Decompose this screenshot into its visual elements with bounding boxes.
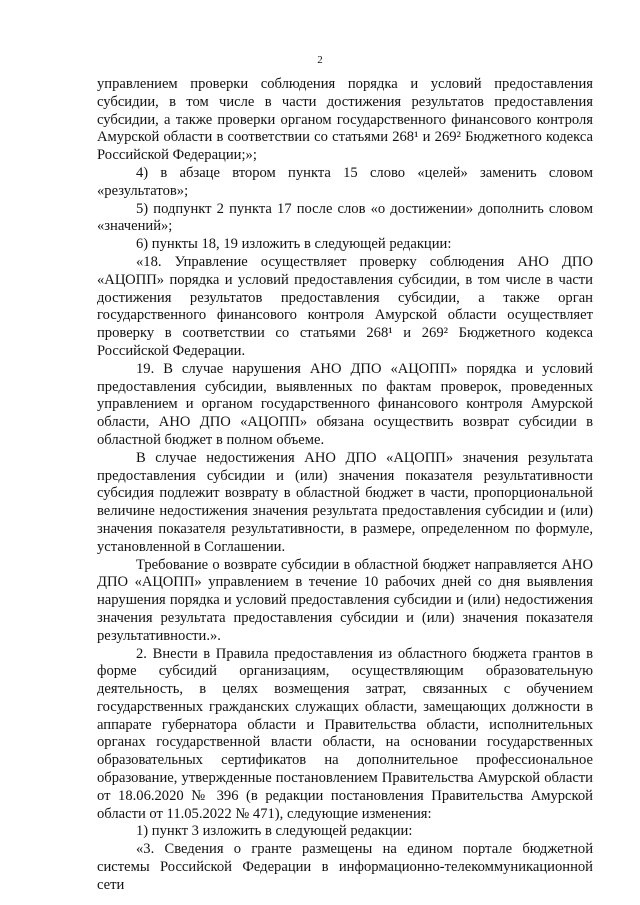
paragraph-item-5: 5) подпункт 2 пункта 17 после слов «о достижении» дополнить словом «значений»; [97, 200, 593, 235]
paragraph-subitem-1: 1) пункт 3 изложить в следующей редакции: [136, 823, 413, 840]
paragraph-point-3: «3. Сведения о гранте размещены на едином портале бюджетной системы Российской Федерации в информационно-телекоммуникационной сети [97, 841, 593, 893]
paragraph-item-6: 6) пункты 18, 19 изложить в следующей редакции: [136, 236, 452, 253]
paragraph-point-19: 19. В случае нарушения АНО ДПО «АЦОПП» порядка и условий предоставления субсидии, выявленных по фактам проверок, проведенных управлением и органом государственного финансового контроля Амурской области, АНО ДПО «АЦОПП» обязана осуществить возврат субсидии в областной бюджет в полном объеме. [97, 360, 593, 448]
paragraph-section-2: 2. Внести в Правила предоставления из областного бюджета грантов в форме субсидий организациям, осуществляющим образовательную деятельность, в целях возмещения затрат, связанных с обучением государственных гражданских служащих области, замещающих должности в аппарате губернатора области и Правительства области, исполнительных органах государственной власти области, на основании государственных образовательных сертификатов на дополнительное профессиональное образование, утвержденные постановлением Правительства Амурской области от 18.06.2020 № 396 (в редакции постановления Правительства Амурской области от 11.05.2022 № 471), следующие изменения: [97, 645, 593, 822]
paragraph-nondelivery: В случае недостижения АНО ДПО «АЦОПП» значения результата предоставления субсидии и (или) значения показателя результативности субсидия подлежит возврату в областной бюджет в части, пропорциональной величине недостижения значения результата предоставления субсидии и (или) значения показателя результативности, в размере, определенном по формуле, установленной в Соглашении. [97, 449, 593, 555]
paragraph-continuation: управлением проверки соблюдения порядка и условий предоставления субсидии, в том числе в части достижения результатов предоставления субсидии, а также проверки органом государственного финансового контроля Амурской области в соответствии со статьями 268¹ и 269² Бюджетного кодекса Российской Федерации;»; [97, 76, 593, 164]
paragraph-item-4: 4) в абзаце втором пункта 15 слово «целей» заменить словом «результатов»; [97, 164, 593, 199]
paragraph-refund-demand: Требование о возврате субсидии в областной бюджет направляется АНО ДПО «АЦОПП» управлением в течение 10 рабочих дней со дня выявления нарушения порядка и условий предоставления субсидии и (или) недостижения значения результата предоставления субсидии и (или) значения показателя результативности.». [97, 556, 593, 644]
document-body [97, 76, 593, 895]
page-number: 2 [317, 54, 323, 66]
paragraph-point-18: «18. Управление осуществляет проверку соблюдения АНО ДПО «АЦОПП» порядка и условий предоставления субсидии, в том числе в части достижения результатов предоставления субсидии, а также орган государственного финансового контроля Амурской области осуществляет проверку в соответствии со статьями 268¹ и 269² Бюджетного кодекса Российской Федерации. [97, 253, 593, 359]
